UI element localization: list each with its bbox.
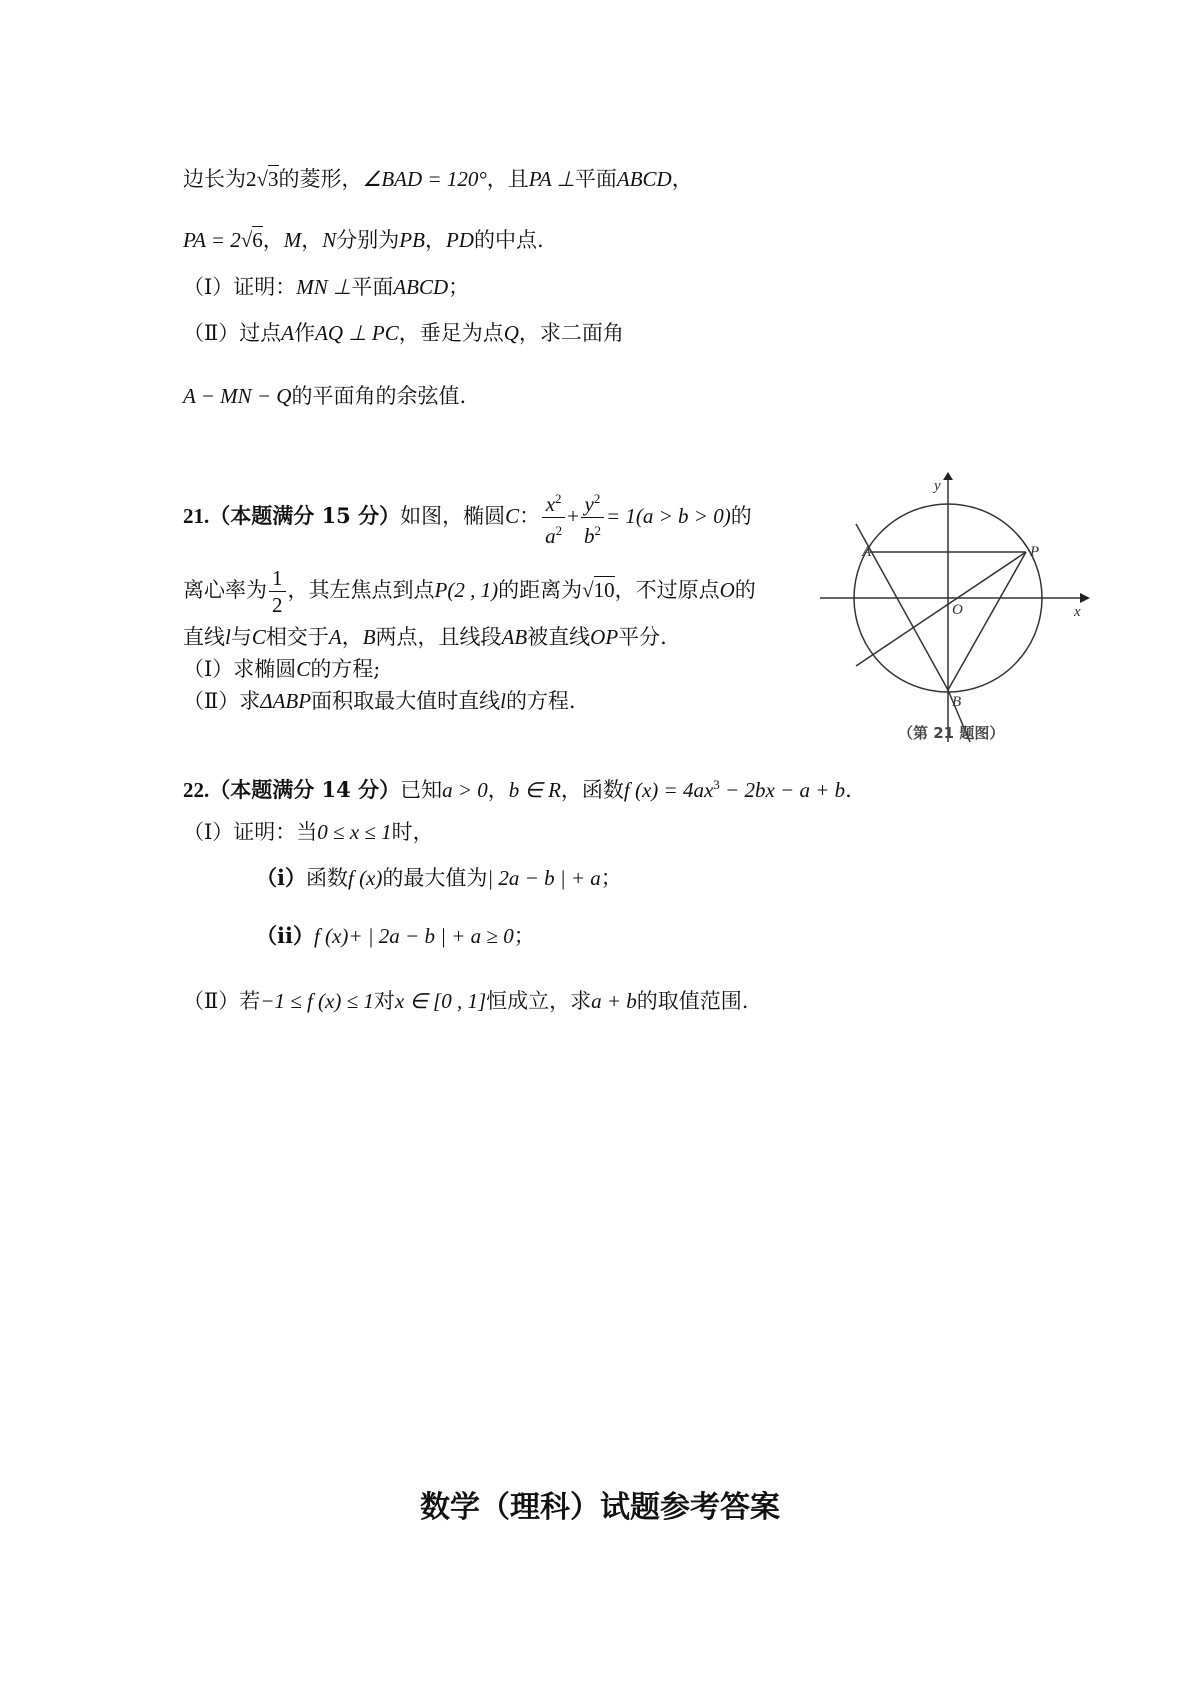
radicand: 6 bbox=[252, 228, 263, 252]
text: ，求二面角 bbox=[518, 321, 624, 345]
text: ，其左焦点到点 bbox=[287, 578, 435, 602]
math: 2 bbox=[246, 167, 257, 191]
answer-title: 数学（理科）试题参考答案 bbox=[420, 1490, 780, 1525]
label: （Ⅱ）过点 bbox=[183, 321, 282, 345]
p20-part1 bbox=[183, 272, 469, 302]
math: PB bbox=[399, 228, 425, 252]
text: 的中点. bbox=[473, 228, 544, 252]
text: 的 bbox=[730, 504, 752, 528]
math: AQ ⊥ PC bbox=[315, 321, 399, 345]
math: = 1(a > b > 0) bbox=[605, 504, 731, 528]
math: − 2bx − a + b bbox=[719, 778, 846, 802]
text: ， bbox=[671, 167, 693, 191]
text: 如图，椭圆 bbox=[400, 504, 506, 528]
text: ： bbox=[519, 504, 541, 528]
math: x bbox=[545, 492, 556, 516]
math-angle: ∠BAD = 120° bbox=[362, 167, 487, 191]
sqrt10: √10 bbox=[582, 578, 615, 602]
sqrt3: √3 bbox=[256, 167, 279, 191]
p22-part2 bbox=[183, 986, 748, 1016]
p22-line1 bbox=[183, 770, 852, 805]
label: （Ⅰ）证明： bbox=[183, 275, 297, 299]
math: O bbox=[719, 578, 735, 602]
math: C bbox=[251, 625, 266, 649]
text: 平分. bbox=[618, 625, 667, 649]
math: ABCD bbox=[393, 275, 449, 299]
figure-caption: （第 21 题图） bbox=[898, 724, 1005, 742]
math: −1 ≤ f (x) ≤ 1 bbox=[260, 989, 374, 1013]
text: 已知 bbox=[400, 778, 443, 802]
point-p-label: P bbox=[1030, 544, 1040, 560]
p20-line2 bbox=[183, 225, 544, 255]
p20-part2-cont bbox=[183, 381, 466, 411]
fraction-y2-b2 bbox=[581, 486, 604, 549]
math: A bbox=[328, 625, 342, 649]
math: b bbox=[583, 524, 595, 548]
math: B bbox=[362, 625, 376, 649]
p22-sub-i bbox=[256, 863, 622, 893]
y-label: y bbox=[934, 478, 941, 494]
p22-sub-ii bbox=[256, 921, 535, 951]
text: 的取值范围. bbox=[636, 989, 749, 1013]
text: 的 bbox=[734, 578, 756, 602]
radicand: 10 bbox=[593, 578, 615, 602]
text: ， bbox=[262, 228, 284, 252]
math: PD bbox=[445, 228, 474, 252]
text: ，垂足为点 bbox=[398, 321, 504, 345]
score: （本题满分 15 分） bbox=[209, 503, 401, 528]
label: （ii） bbox=[256, 923, 314, 948]
origin-label: O bbox=[952, 602, 963, 618]
text: 与 bbox=[230, 625, 252, 649]
text: ， bbox=[301, 228, 323, 252]
text: 对 bbox=[373, 989, 395, 1013]
score: （本题满分 14 分） bbox=[209, 777, 401, 802]
text: 函数 bbox=[305, 866, 348, 890]
math: y bbox=[584, 492, 594, 516]
math: C bbox=[505, 504, 520, 528]
math: | 2a − b | + a bbox=[487, 866, 601, 890]
math: 0 ≤ x ≤ 1 bbox=[317, 820, 392, 844]
math: C bbox=[296, 657, 311, 681]
text: 边长为 bbox=[183, 167, 246, 191]
math: a + b bbox=[591, 989, 637, 1013]
sqrt6: √6 bbox=[240, 228, 263, 252]
exp: 2 bbox=[555, 491, 562, 506]
text: 分别为 bbox=[336, 228, 400, 252]
p22-part1 bbox=[183, 817, 434, 847]
text: 两点，且线段 bbox=[375, 625, 502, 649]
x-label: x bbox=[1074, 604, 1081, 620]
problem-number: 21. bbox=[183, 504, 210, 528]
math: A bbox=[281, 321, 295, 345]
text: 的最大值为 bbox=[382, 866, 488, 890]
text: ； bbox=[600, 866, 622, 890]
denominator: 2 bbox=[272, 593, 283, 617]
math: x ∈ [0 , 1] bbox=[394, 989, 487, 1013]
text: 直线 bbox=[183, 625, 225, 649]
text: 作 bbox=[294, 321, 316, 345]
math: PA = 2 bbox=[183, 228, 241, 252]
math: f (x)+ | 2a − b | + a ≥ 0 bbox=[313, 924, 514, 948]
text: 的平面角的余弦值. bbox=[291, 384, 467, 408]
math: AB bbox=[501, 625, 528, 649]
text: ， bbox=[487, 778, 509, 802]
text: 恒成立，求 bbox=[486, 989, 592, 1013]
text: ， bbox=[424, 228, 446, 252]
exp: 2 bbox=[594, 523, 601, 538]
fraction-half bbox=[269, 565, 286, 618]
math: MN ⊥ bbox=[296, 275, 352, 299]
label: （Ⅱ）若 bbox=[183, 989, 261, 1013]
math: M bbox=[283, 228, 302, 252]
math: a bbox=[545, 524, 556, 548]
text: 的方程. bbox=[505, 689, 576, 713]
ellipse-figure bbox=[818, 472, 1090, 752]
point-b-label: B bbox=[952, 694, 962, 710]
math: A − MN − Q bbox=[183, 384, 292, 408]
math: ABCD bbox=[616, 167, 672, 191]
radicand: 3 bbox=[268, 167, 279, 191]
text: 的距离为 bbox=[498, 578, 583, 602]
exp: 2 bbox=[593, 491, 601, 506]
text: 相交于 bbox=[265, 625, 329, 649]
point-a-label: A bbox=[862, 544, 872, 560]
math: Q bbox=[503, 321, 519, 345]
exp: 3 bbox=[713, 777, 720, 792]
text: 时， bbox=[391, 820, 434, 844]
p21-line2 bbox=[183, 560, 756, 620]
label: （Ⅰ）证明：当 bbox=[183, 820, 318, 844]
numerator: 1 bbox=[269, 565, 286, 592]
p21-line3 bbox=[183, 622, 667, 652]
p21-line1 bbox=[183, 486, 752, 549]
math: + bbox=[567, 504, 579, 528]
text: 平面 bbox=[351, 275, 394, 299]
math: f (x) bbox=[347, 866, 383, 890]
label: （Ⅱ）求 bbox=[183, 689, 261, 713]
text: 离心率为 bbox=[183, 578, 267, 602]
math: P(2 , 1) bbox=[434, 578, 499, 602]
math: b ∈ R bbox=[508, 778, 561, 802]
text: 面积取最大值时直线 bbox=[311, 689, 501, 713]
text: 被直线 bbox=[527, 625, 591, 649]
text: 的方程; bbox=[310, 657, 381, 681]
text: ， bbox=[341, 625, 363, 649]
math: l bbox=[225, 625, 231, 649]
math: N bbox=[322, 228, 337, 252]
math: a > 0 bbox=[442, 778, 488, 802]
fraction-x2-a2 bbox=[542, 486, 565, 549]
problem-number: 22. bbox=[183, 778, 210, 802]
p21-part2 bbox=[183, 686, 576, 716]
p20-line1 bbox=[183, 164, 693, 194]
text: ； bbox=[448, 275, 470, 299]
text: . bbox=[845, 778, 852, 802]
text: 平面 bbox=[574, 167, 617, 191]
label: （i） bbox=[256, 865, 306, 890]
math: ΔABP bbox=[260, 689, 312, 713]
math: PA ⊥ bbox=[528, 167, 575, 191]
math: f (x) = 4ax bbox=[623, 778, 714, 802]
math: OP bbox=[590, 625, 619, 649]
exp: 2 bbox=[555, 523, 563, 538]
text: 的菱形， bbox=[278, 167, 363, 191]
math: l bbox=[500, 689, 506, 713]
y-arrow-icon bbox=[943, 472, 953, 480]
p20-part2 bbox=[183, 318, 624, 348]
p21-part1 bbox=[183, 654, 380, 684]
text: ，且 bbox=[486, 167, 529, 191]
text: ，不过原点 bbox=[614, 578, 720, 602]
x-arrow-icon bbox=[1080, 593, 1090, 603]
text: ； bbox=[513, 924, 535, 948]
text: ，函数 bbox=[560, 778, 624, 802]
label: （Ⅰ）求椭圆 bbox=[183, 657, 297, 681]
segment-pb bbox=[948, 552, 1026, 690]
